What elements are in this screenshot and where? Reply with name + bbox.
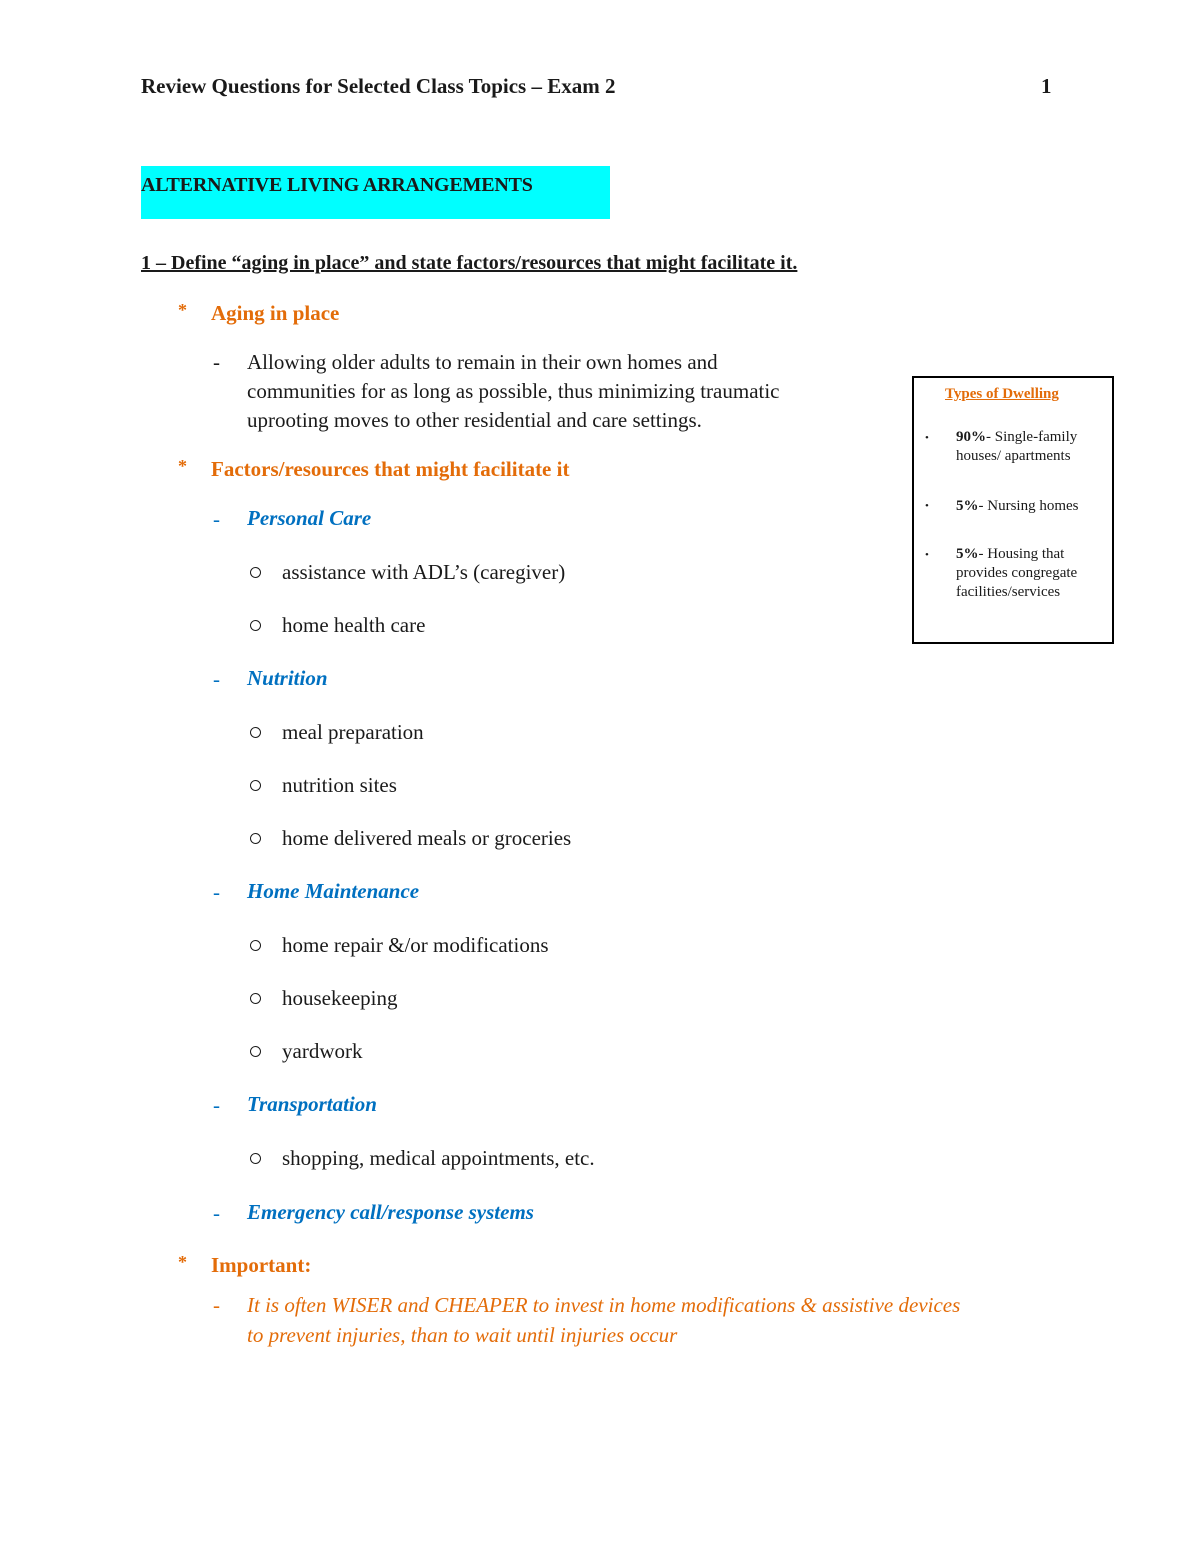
dwelling-percent: 90% [956,429,986,445]
list-item: assistance with ADL’s (caregiver) [282,560,566,584]
list-item: home health care [282,613,426,637]
aging-definition-line-1: Allowing older adults to remain in their own homes and [247,350,718,374]
bullet-icon: • [925,549,929,561]
dash-marker: - [213,350,220,374]
aging-heading: Aging in place [211,301,340,325]
dwelling-percent: 5% [956,546,979,562]
dwelling-item [956,428,1104,466]
factors-heading: Factors/resources that might facilitate it [211,457,570,481]
dash-marker: - [213,1093,220,1117]
dash-marker: - [213,1201,220,1225]
dash-marker: - [213,880,220,904]
list-item: housekeeping [282,986,398,1010]
list-item: home repair &/or modifications [282,933,549,957]
dwelling-item [956,545,1104,602]
list-item: home delivered meals or groceries [282,826,572,850]
circle-bullet-icon [250,1046,261,1057]
important-heading: Important: [211,1253,312,1277]
dwelling-percent: 5% [956,498,979,514]
bullet-icon: • [925,432,929,444]
dwelling-desc: - Single-family houses/ apartments [956,429,1078,464]
emergency-label: Emergency call/response systems [247,1200,534,1224]
bullet-icon: * [178,300,187,320]
question-heading: 1 – Define “aging in place” and state factors/resources that might facilitate it. [141,252,798,274]
circle-bullet-icon [250,940,261,951]
dwelling-types-title: Types of Dwelling [945,386,1059,402]
dash-marker: - [213,507,220,531]
aging-definition-line-2: communities for as long as possible, thus minimizing traumatic [247,379,780,403]
circle-bullet-icon [250,567,261,578]
circle-bullet-icon [250,780,261,791]
bullet-icon: * [178,456,187,476]
dwelling-item [956,497,1104,516]
home-maintenance-label: Home Maintenance [247,879,420,903]
circle-bullet-icon [250,993,261,1004]
important-line-1: It is often WISER and CHEAPER to invest in home modifications & assistive devices [247,1293,961,1317]
bullet-icon: • [925,500,929,512]
dwelling-desc: - Housing that provides congregate facilities/services [956,546,1078,600]
important-line-2: to prevent injuries, than to wait until injuries occur [247,1323,678,1347]
dwelling-desc: - Nursing homes [978,498,1079,514]
aging-definition-line-3: uprooting moves to other residential and care settings. [247,408,702,432]
nutrition-label: Nutrition [247,666,328,690]
personal-care-label: Personal Care [247,506,372,530]
page-header-title: Review Questions for Selected Class Topics – Exam 2 [141,74,616,98]
dash-marker: - [213,1293,220,1317]
transportation-label: Transportation [247,1092,377,1116]
list-item: yardwork [282,1039,363,1063]
section-title: ALTERNATIVE LIVING ARRANGEMENTS [141,174,533,196]
circle-bullet-icon [250,727,261,738]
list-item: shopping, medical appointments, etc. [282,1146,595,1170]
circle-bullet-icon [250,833,261,844]
dash-marker: - [213,667,220,691]
circle-bullet-icon [250,620,261,631]
circle-bullet-icon [250,1153,261,1164]
list-item: meal preparation [282,720,424,744]
bullet-icon: * [178,1252,187,1272]
list-item: nutrition sites [282,773,397,797]
page-number: 1 [1041,74,1052,98]
